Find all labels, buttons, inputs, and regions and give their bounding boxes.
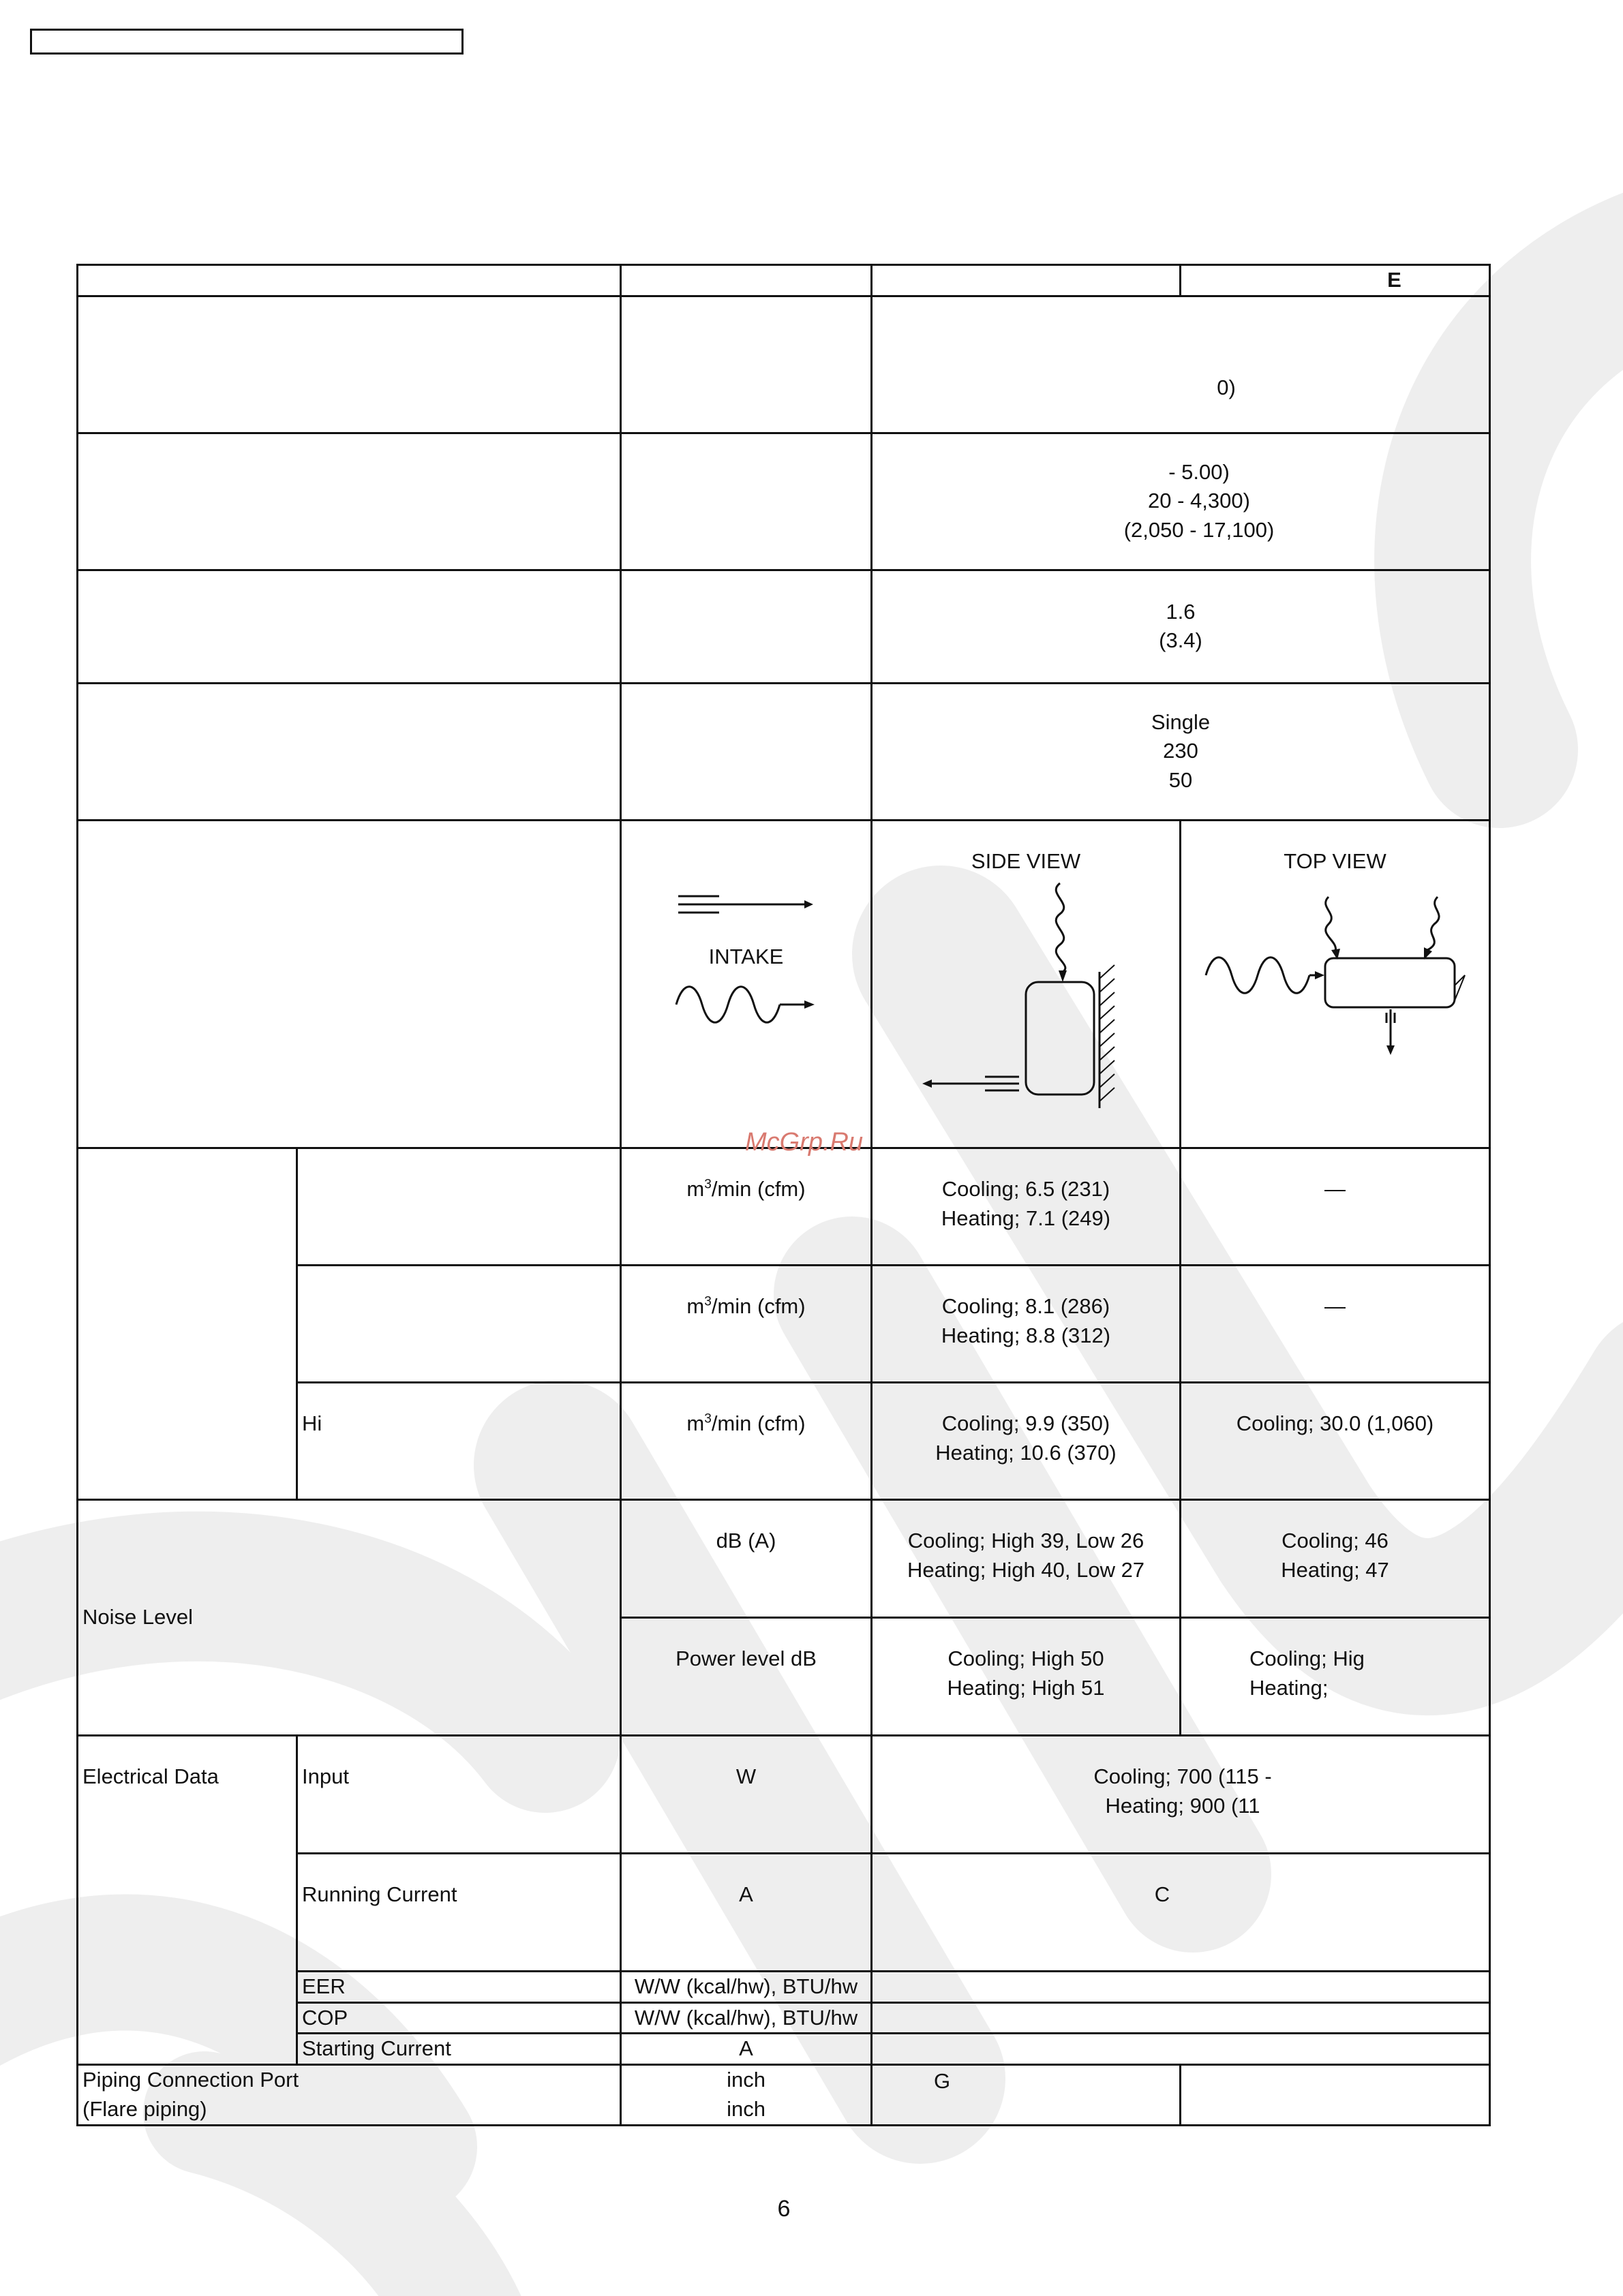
running-current-unit: A (621, 1853, 872, 1971)
page-number: 6 (777, 2196, 791, 2222)
airflow-outdoor: — (1181, 1148, 1490, 1265)
noise-power-outdoor: Cooling; Hig Heating; (1181, 1617, 1490, 1735)
top-view-label: TOP VIEW (1284, 848, 1386, 873)
capacity-range: - 5.00) 20 - 4,300) (2,050 - 17,100) (872, 433, 1490, 570)
table-row (78, 296, 1490, 433)
airflow-indoor: Cooling; 8.1 (286) Heating; 8.8 (312) (872, 1265, 1181, 1382)
airflow-indoor: Cooling; 9.9 (350) Heating; 10.6 (370) (872, 1382, 1181, 1499)
airflow-outdoor: Cooling; 30.0 (1,060) (1181, 1382, 1490, 1499)
header-box (30, 29, 464, 55)
noise-power-indoor: Cooling; High 50 Heating; High 51 (872, 1617, 1181, 1735)
noise-unit: dB (A) (621, 1499, 872, 1617)
capacity-value: 0) (872, 296, 1490, 433)
piping-indoor: G (872, 2065, 1181, 2126)
header-col4: E (1181, 265, 1490, 296)
table-row (78, 683, 1490, 820)
input-label: Input (297, 1735, 621, 1853)
input-value: Cooling; 700 (115 - Heating; 900 (11 (872, 1735, 1490, 1853)
side-view-cell (872, 820, 1181, 1148)
electrical-data-label: Electrical Data (78, 1735, 297, 2064)
running-current-value: C (872, 1853, 1490, 1971)
table-row (78, 1735, 1490, 1853)
table-row (78, 1148, 1490, 1265)
airflow-unit: $m^3/\min$ (cfm) (621, 1265, 872, 1382)
noise-indoor: Cooling; High 39, Low 26 Heating; High 40, Low 27 (872, 1499, 1181, 1617)
power-source-value: Single 230 50 (872, 683, 1490, 820)
starting-current-label: Starting Current (297, 2034, 621, 2065)
airflow-hi-label: Hi (297, 1382, 621, 1499)
moisture-value: 1.6 (3.4) (872, 570, 1490, 683)
eer-label: EER (297, 1971, 621, 2002)
table-row (78, 2065, 1490, 2126)
table-row (78, 570, 1490, 683)
eer-unit: W/W (kcal/hw), BTU/hw (621, 1971, 872, 2002)
piping-label: Piping Connection Port (Flare piping) (78, 2065, 621, 2126)
side-view-diagram (917, 876, 1135, 1115)
spec-table (76, 264, 1491, 2126)
watermark-text: McGrp.Ru (745, 1128, 864, 1157)
top-view-diagram (1192, 876, 1478, 1067)
airflow-diagram-row (78, 820, 1490, 1148)
airflow-indoor: Cooling; 6.5 (231) Heating; 7.1 (249) (872, 1148, 1181, 1265)
top-view-cell (1181, 820, 1490, 1148)
intake-legend (621, 820, 872, 1148)
intake-label: INTAKE (708, 944, 784, 968)
arrow-straight-icon (678, 881, 815, 943)
noise-outdoor: Cooling; 46 Heating; 47 (1181, 1499, 1490, 1617)
table-row (78, 1499, 1490, 1617)
table-row (78, 433, 1490, 570)
noise-level-label: Noise Level (78, 1499, 621, 1735)
running-current-label: Running Current (297, 1853, 621, 1971)
arrow-wave-icon (675, 977, 818, 1032)
piping-unit: inch inch (621, 2065, 872, 2126)
airflow-unit: $m^3/\min$ (cfm) (621, 1148, 872, 1265)
airflow-unit: $m^3/\min$ (cfm) (621, 1382, 872, 1499)
cop-label: COP (297, 2002, 621, 2034)
airflow-outdoor: — (1181, 1265, 1490, 1382)
table-header-row (78, 265, 1490, 296)
noise-power-unit: Power level dB (621, 1617, 872, 1735)
input-unit: W (621, 1735, 872, 1853)
side-view-label: SIDE VIEW (971, 848, 1081, 873)
cop-unit: W/W (kcal/hw), BTU/hw (621, 2002, 872, 2034)
starting-current-unit: A (621, 2034, 872, 2065)
